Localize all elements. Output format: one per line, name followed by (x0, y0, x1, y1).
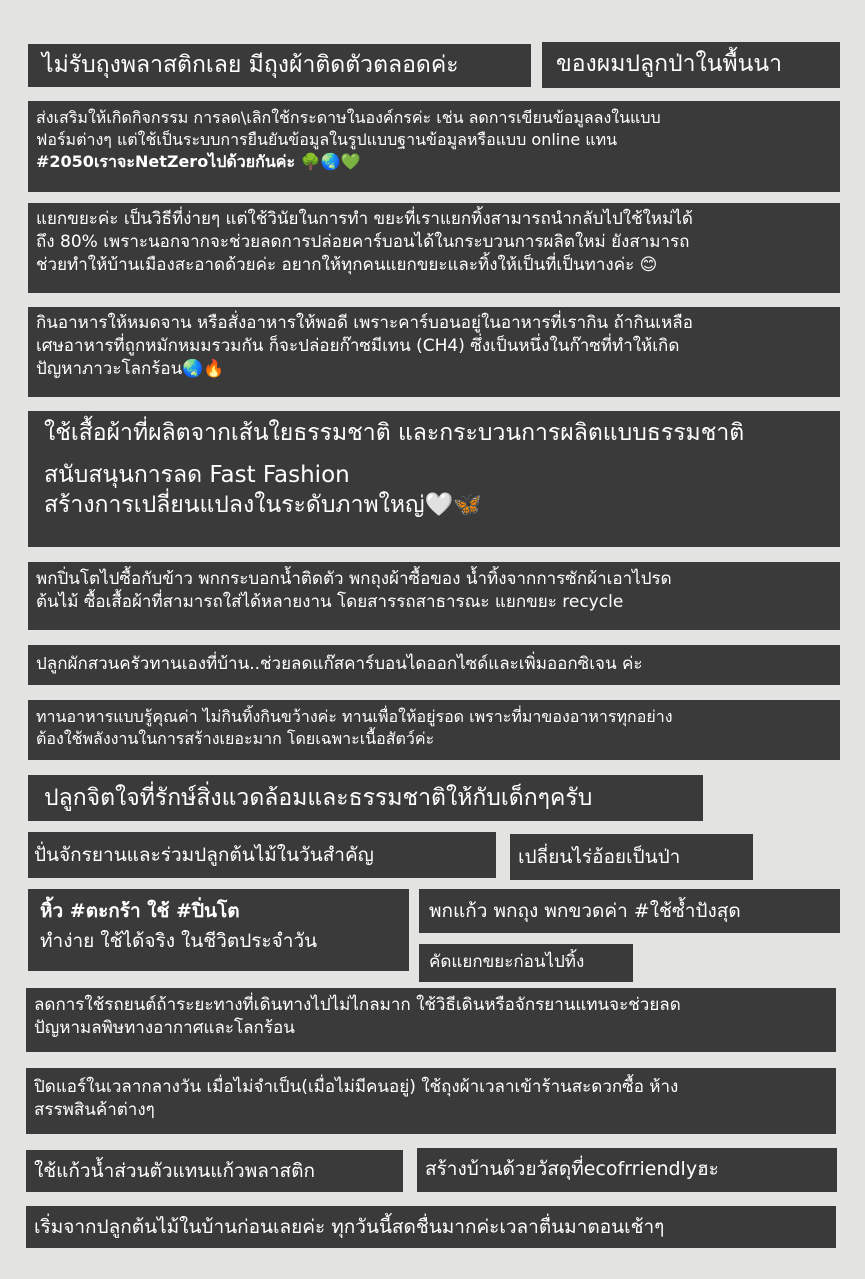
note-13 (28, 889, 409, 971)
note-text: กินอาหารให้หมดจาน หรือสั่งอาหารให้พอดี เพราะคาร์บอนอยู่ในอาหารที่เรากิน ถ้ากินเหลือ (36, 313, 693, 333)
note-text: พกปิ่นโตไปซื้อกับข้าว พกกระบอกน้ำติดตัว พกถุงผ้าซื้อของ น้ำทิ้งจากการซักผ้าเอาไปรด (36, 569, 672, 589)
note-text: สร้างการเปลี่ยนแปลงในระดับภาพใหญ่🤍🦋 (44, 492, 482, 518)
note-text: ปั่นจักรยานและร่วมปลูกต้นไม้ในวันสำคัญ (34, 844, 374, 866)
note-text: ส่งเสริมให้เกิดกิจกรรม การลด\เลิกใช้กระดาษในองค์กรค่ะ เช่น ลดการเขียนข้อมูลลงในแบบ (36, 108, 661, 127)
note-12 (510, 834, 753, 880)
note-text: เศษอาหารที่ถูกหมักหมมรวมกัน ก็จะปล่อยก๊าซมีเทน (CH4) ซึ่งเป็นหนึ่งในก๊าซที่ทำให้เกิด (36, 336, 680, 356)
note-10 (28, 775, 703, 821)
note-text: ปลูกผักสวนครัวทานเองที่บ้าน..ช่วยลดแก๊สคาร์บอนไดออกไซด์และเพิ่มออกซิเจน ค่ะ (36, 654, 643, 674)
note-text: สรรพสินค้าต่างๆ (34, 1100, 155, 1120)
note-text: ทานอาหารแบบรู้คุณค่า ไม่กินทิ้งกินขว้างค่ะ ทานเพื่อให้อยู่รอด เพราะที่มาของอาหารทุกอย่าง (36, 707, 673, 726)
note-text: แยกขยะค่ะ เป็นวิธีที่ง่ายๆ แต่ใช้วินัยในการทำ ขยะที่เราแยกทิ้งสามารถนำกลับไปใช้ใหม่ได้ (36, 209, 693, 229)
note-text: หิ้ว #ตะกร้า ใช้ #ปิ่นโต (40, 900, 240, 922)
note-text: ช่วยทำให้บ้านเมืองสะอาดด้วยค่ะ อยากให้ทุกคนแยกขยะและทิ้งให้เป็นที่เป็นทางค่ะ 😊 (36, 255, 658, 275)
note-16 (26, 988, 836, 1052)
note-2 (542, 42, 840, 88)
note-7 (28, 562, 840, 630)
note-17 (26, 1068, 836, 1134)
note-text: ปลูกจิตใจที่รักษ์สิ่งแวดล้อมและธรรมชาติให้กับเด็กๆครับ (44, 785, 593, 811)
note-8 (28, 645, 840, 685)
note-text: เปลี่ยนไร่อ้อยเป็นป่า (518, 846, 681, 868)
note-1 (28, 44, 531, 87)
note-19 (417, 1148, 837, 1192)
note-text: ใช้เสื้อผ้าที่ผลิตจากเส้นใยธรรมชาติ และกระบวนการผลิตแบบธรรมชาติ (44, 420, 745, 446)
note-text: เริ่มจากปลูกต้นไม้ในบ้านก่อนเลยค่ะ ทุกวันนี้สดชื่นมากค่ะเวลาตื่นมาตอนเช้าๆ (34, 1216, 665, 1238)
note-9 (28, 700, 840, 760)
note-15 (419, 944, 633, 982)
note-20 (26, 1206, 836, 1248)
note-text: ของผมปลูกป่าในพื้นนา (556, 51, 783, 77)
note-3 (28, 101, 840, 192)
note-text: ปัญหามลพิษทางอากาศและโลกร้อน (34, 1018, 295, 1038)
note-text: ปัญหาภาวะโลกร้อน🌏🔥 (36, 359, 225, 379)
note-5 (28, 307, 840, 397)
note-text: ฟอร์มต่างๆ แต่ใช้เป็นระบบการยืนยันข้อมูลในรูปแบบฐานข้อมูลหรือแบบ online แทน (36, 130, 618, 149)
note-6 (28, 411, 840, 547)
note-text: ต้องใช้พลังงานในการสร้างเยอะมาก โดยเฉพาะเนื้อสัตว์ค่ะ (36, 729, 435, 748)
note-4 (28, 203, 840, 293)
note-text: พกแก้ว พกถุง พกขวดค่า #ใช้ซ้ำปังสุด (429, 900, 741, 922)
note-text: สนับสนุนการลด Fast Fashion (44, 462, 350, 488)
note-18 (26, 1150, 403, 1192)
note-11 (28, 832, 496, 878)
note-text: สร้างบ้านด้วยวัสดุที่ecofrriendlyฮะ (425, 1158, 719, 1180)
note-text: ลดการใช้รถยนต์ถ้าระยะทางที่เดินทางไปไม่ไกลมาก ใช้วิธีเดินหรือจักรยานแทนจะช่วยลด (34, 995, 681, 1015)
note-text: ทำง่าย ใช้ได้จริง ในชีวิตประจำวัน (40, 930, 318, 952)
note-text: #2050เราจะNetZeroไปด้วยกันค่ะ 🌳🌏💚 (36, 152, 361, 171)
note-text: ใช้แก้วน้ำส่วนตัวแทนแก้วพลาสติก (34, 1160, 315, 1182)
note-text: ต้นไม้ ซื้อเสื้อผ้าที่สามารถใส่ได้หลายงาน โดยสารรถสาธารณะ แยกขยะ recycle (36, 592, 624, 612)
note-text: คัดแยกขยะก่อนไปทิ้ง (429, 952, 585, 972)
note-text: ปิดแอร์ในเวลากลางวัน เมื่อไม่จำเป็น(เมื่อไม่มีคนอยู่) ใช้ถุงผ้าเวลาเข้าร้านสะดวกซื้อ ห้าง (34, 1077, 679, 1097)
note-text: ไม่รับถุงพลาสติกเลย มีถุงผ้าติดตัวตลอดค่ะ (42, 52, 459, 78)
note-text: ถึง 80% เพราะนอกจากจะช่วยลดการปล่อยคาร์บอนได้ในกระบวนการผลิตใหม่ ยังสามารถ (36, 232, 690, 252)
note-14 (419, 889, 840, 933)
